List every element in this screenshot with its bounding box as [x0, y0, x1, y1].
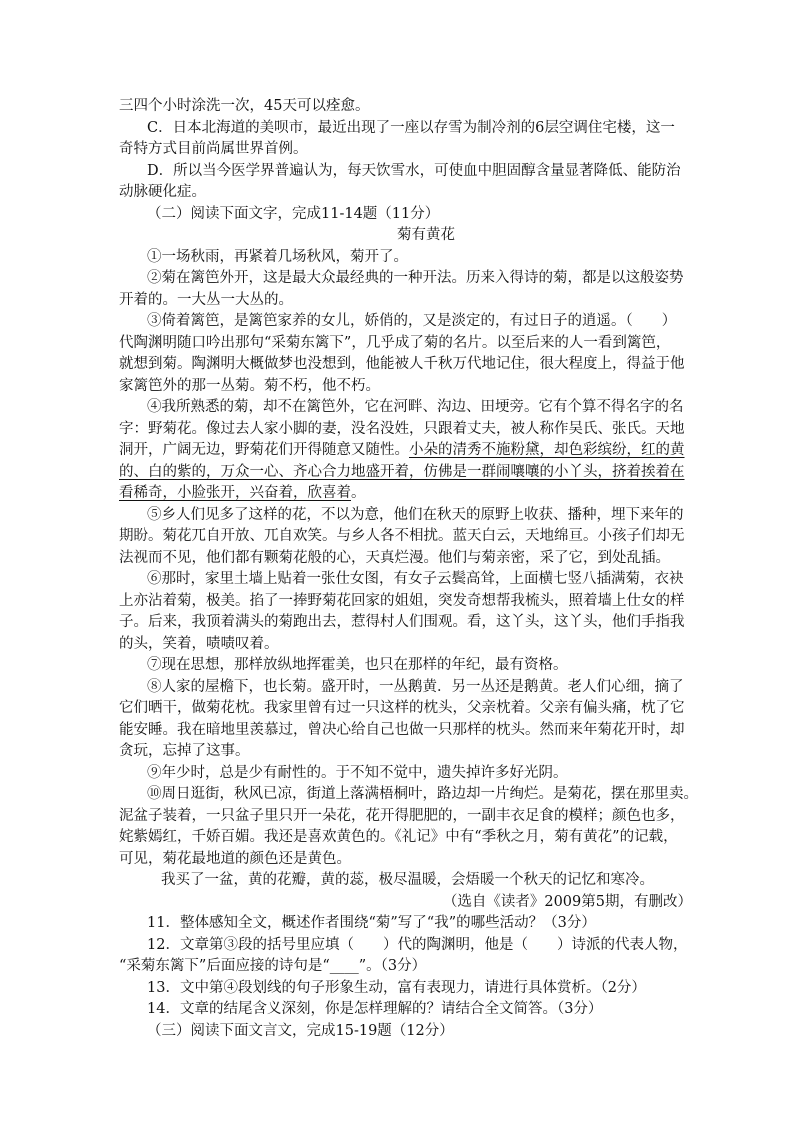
paragraph-6-line-1: ⑥那时，家里土墙上贴着一张仕女图，有女子云鬓高耸，上面横七竖八插满菊，衣袂: [147, 571, 684, 587]
option-d-line-2: 动脉硬化症。: [119, 184, 206, 200]
paragraph-5-line-1: ⑤乡人们见多了这样的花，不以为意，他们在秋天的原野上收获、播种，埋下来年的: [147, 507, 684, 523]
paragraph-8-line-1: ⑧人家的屋檐下，也长菊。盛开时，一丛鹅黄．另一丛还是鹅黄。老人们心细，摘了: [147, 679, 684, 695]
paragraph-6-line-3: 子。后来，我顶着满头的菊跑出去，惹得村人们围观。看，这丫头，这丫头，他们手指我: [119, 614, 685, 630]
paragraph-2-line-2: 开着的。一大丛一大丛的。: [119, 292, 293, 308]
paragraph-10-line-3: 姹紫嫣红，千娇百媚。我还是喜欢黄色的。《礼记》中有“季秋之月，菊有黄花”的记载，: [119, 829, 678, 845]
plain-text: “采菊东篱下”后面应接的诗句是“: [119, 958, 330, 974]
underlined-sentence-end: 看稀奇，小脸张开，兴奋着，欣喜着: [119, 485, 351, 501]
paragraph-5-line-3: 法视而不见，他们都有颗菊花般的心，天真烂漫。他们与菊亲密，采了它，到处乱插。: [119, 550, 670, 566]
paragraph-2-line-1: ②菊在篱笆外开，这是最大众最经典的一种开法。历来入得诗的菊，都是以这般姿势: [147, 270, 684, 286]
paragraph-4-line-4: 的、白的紫的，万众一心、齐心合力地盛开着，仿佛是一群闹嚷嚷的小丫头，挤着挨着在: [119, 464, 685, 480]
source-citation: （选自《读者》2009第5期，有删改）: [442, 894, 692, 910]
paragraph-4-line-5: [119, 483, 679, 503]
plain-text: ”。（3分）: [358, 958, 427, 974]
question-13: 13．文中第④段划线的句子形象生动，富有表现力，请进行具体赏析。（2分）: [147, 980, 646, 996]
closing-paragraph: 我买了一盆，黄的花瓣，黄的蕊，极尽温暖，会焐暖一个秋天的记忆和寒冷。: [161, 872, 654, 888]
paragraph-3-line-2: 代陶渊明随口吟出那句“采菊东篱下”，几乎成了菊的名片。以至后来的人一看到篱笆，: [119, 335, 671, 351]
paragraph-10-line-4: 可见，菊花最地道的颜色还是黄色。: [119, 851, 351, 867]
paragraph-3-line-1: ③倚着篱笆，是篱笆家养的女儿，娇俏的，又是淡定的，有过日子的逍遥。（ ）: [147, 313, 677, 329]
text-line: 三四个小时涂洗一次，45天可以痊愈。: [119, 98, 370, 114]
section-heading: （二）阅读下面文字，完成11-14题（11分）: [147, 206, 440, 222]
paragraph-3-line-3: 就想到菊。陶渊明大概做梦也没想到，他能被人千秋万代地记住，很大程度上，得益于他: [119, 356, 685, 372]
paragraph-10-line-1: ⑩周日逛街，秋风已凉，街道上落满梧桐叶，路边却一片绚烂。是菊花，摆在那里卖。: [147, 786, 698, 802]
paragraph-8-line-2: 它们晒干，做菊花枕。我家里曾有过一只这样的枕头，父亲枕着。父亲有偏头痛，枕了它: [119, 700, 685, 716]
answer-blank: ____: [329, 958, 359, 974]
question-14: 14．文章的结尾含义深刻，你是怎样理解的？请结合全文简答。（3分）: [147, 1001, 603, 1017]
paragraph-10-line-2: 泥盆子装着，一只盆子里只开一朵花，花开得肥肥的，一副丰衣足食的模样；颜色也多，: [119, 808, 685, 824]
paragraph-8-line-4: 贪玩，忘掉了这事。: [119, 743, 250, 759]
paragraph-7: ⑦现在思想，那样放纵地挥霍美，也只在那样的年纪，最有资格。: [147, 657, 568, 673]
option-d-line-1: D．所以当今医学界普遍认为，每天饮雪水，可使血中胆固醇含量显著降低、能防治: [147, 163, 681, 179]
paragraph-3-line-4: 家篱笆外的那一丛菊。菊不朽，他不朽。: [119, 378, 380, 394]
paragraph-6-line-2: 上亦沾着菊，极美。掐了一捧野菊花回家的姐姐，突发奇想帮我梳头，照着墙上仕女的样: [119, 593, 685, 609]
underlined-sentence: 小朵的清秀不施粉黛，却色彩缤纷，红的黄: [409, 442, 685, 458]
paragraph-5-line-2: 期盼。菊花兀自开放、兀自欢笑。与乡人各不相扰。蓝天白云，天地绵亘。小孩子们却无: [119, 528, 685, 544]
question-12-line-1: 12．文章第③段的括号里应填（ ）代的陶渊明，他是（ ）诗派的代表人物，: [147, 937, 688, 953]
paragraph-4-line-2: 字：野菊花。像过去人家小脚的妻，没名没姓，只跟着丈夫，被人称作吴氏、张氏。天地: [119, 421, 685, 437]
plain-text: 洞开，广阔无边，野菊花们开得随意又随性。: [119, 442, 409, 458]
option-c-line-1: C．日本北海道的美呗市，最近出现了一座以存雪为制冷剂的6层空调住宅楼，这一: [147, 120, 675, 136]
paragraph-9: ⑨年少时，总是少有耐性的。于不知不觉中，遗失掉许多好光阴。: [147, 765, 568, 781]
option-c-line-2: 奇特方式目前尚属世界首例。: [119, 141, 308, 157]
paragraph-8-line-3: 能安睡。我在暗地里羡慕过，曾决心给自己也做一只那样的枕头。然而来年菊花开时，却: [119, 722, 685, 738]
section-heading-3: （三）阅读下面文言文，完成15-19题（12分）: [147, 1023, 454, 1039]
question-11: 11．整体感知全文，概述作者围绕“菊”写了“我”的哪些活动？（3分）: [147, 915, 596, 931]
paragraph-4-line-3: [119, 440, 685, 460]
question-12-line-2: [119, 956, 679, 976]
paragraph-4-line-1: ④我所熟悉的菊，却不在篱笆外，它在河畔、沟边、田埂旁。它有个算不得名字的名: [147, 399, 684, 415]
article-title: 菊有黄花: [397, 227, 455, 243]
paragraph-6-line-4: 的头，笑着，啧啧叹着。: [119, 636, 279, 652]
plain-text: 。: [351, 485, 366, 501]
paragraph-1: ①一场秋雨，再紧着几场秋风，菊开了。: [147, 249, 408, 265]
